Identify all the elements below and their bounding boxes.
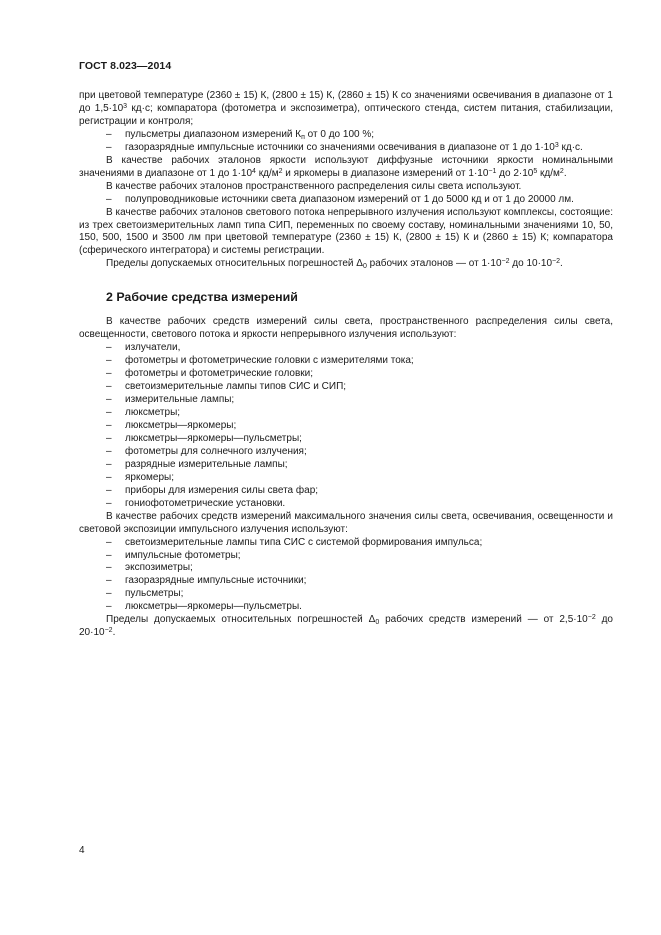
list-item: – люксметры; [79,407,613,420]
list-item: – светоизмерительные лампы типа СИС с системой формирования импульса; [79,537,613,550]
list-item: – измерительные лампы; [79,394,613,407]
list-item: – разрядные измерительные лампы; [79,459,613,472]
paragraph: В качестве рабочих эталонов яркости используют диффузные источники яркости номинальными значениями в диапазоне от 1 до $1\cdot 10^4$ $кд/м^2$ и яркомеры в диапазоне измерений от $1\cdot 10^{-1}$ до $2\cdot 10^5$ $кд/м^2$. [79,154,613,179]
list-item: – фотометры для солнечного излучения; [79,446,613,459]
list-item: – приборы для измерения силы света фар; [79,485,613,498]
paragraph: В качестве рабочих эталонов пространственного распределения силы света используют. [106,180,522,192]
list-item: – фотометры и фотометрические головки с измерителями тока; [79,355,613,368]
list-item: – пульсметры диапазоном измерений $К_п$ от 0 до 100 %; [79,129,613,142]
list-item: – люксметры—яркомеры—пульсметры. [79,601,613,614]
list-item: – люксметры—яркомеры; [79,420,613,433]
list-item: – светоизмерительные лампы типов СИС и СИП; [79,381,613,394]
paragraph: В качестве рабочих эталонов светового потока непрерывного излучения используют комплексы, состоящие: из трех светоизмерительных ламп типа СИП, переменных по своему составу, номинальными значениями 10, 50, 150, 500, 1500 и 3500 лм при цветовой температуре (2360 ± 15) К, (2800 ± 15) К и (2860 ± 15) К; компаратора (сферического интегратора) и системы регистрации. [79,206,613,257]
page-number: 4 [79,845,85,856]
document-header: ГОСТ 8.023—2014 [79,60,172,72]
list-item: – фотометры и фотометрические головки; [79,368,613,381]
paragraph: В качестве рабочих средств измерений максимального значения силы света, освечивания, освещенности и световой экспозиции импульсного излучения используют: [79,510,613,535]
list-item: – полупроводниковые источники света диапазоном измерений от 1 до 5000 кд и от 1 до 20000 лм. [79,194,613,207]
list-item: – газоразрядные импульсные источники; [79,575,613,588]
list-item: – люксметры—яркомеры—пульсметры; [79,433,613,446]
paragraph: В качестве рабочих средств измерений силы света, пространственного распределения силы света, освещенности, светового потока и яркости непрерывного излучения используют: [79,316,613,341]
section-heading: 2 Рабочие средства измерений [106,290,298,305]
list-item: – гониофотометрические установки. [79,498,613,511]
list-item: – пульсметры; [79,588,613,601]
paragraph: Пределы допускаемых относительных погрешностей $\Delta_0$ рабочих эталонов — от $1\cdot 10^{-2}$ до $10\cdot 10^{-2}$. [106,258,563,271]
paragraph: Пределы допускаемых относительных погрешностей $\Delta_0$ рабочих средств измерений — от $2,5\cdot 10^{-2}$ до $20\cdot 10^{-2}$. [79,614,613,639]
document-body [79,90,613,640]
list-item: – газоразрядные импульсные источники со значениями освечивания в диапазоне от 1 до $1\cdot 10^3$ кд·с. [79,142,613,155]
list-item: – импульсные фотометры; [79,550,613,563]
list-item: – экспозиметры; [79,562,613,575]
paragraph: при цветовой температуре (2360 ± 15) К, (2800 ± 15) К, (2860 ± 15) К со значениями освечивания в диапазоне от 1 до $1,5\cdot 10^3$ кд·с; компаратора (фотометра и экспозиметра), оптического стенда, систем питания, стабилизации, регистрации и контроля; [79,90,613,127]
list-item: – излучатели, [79,342,613,355]
list-item: – яркомеры; [79,472,613,485]
